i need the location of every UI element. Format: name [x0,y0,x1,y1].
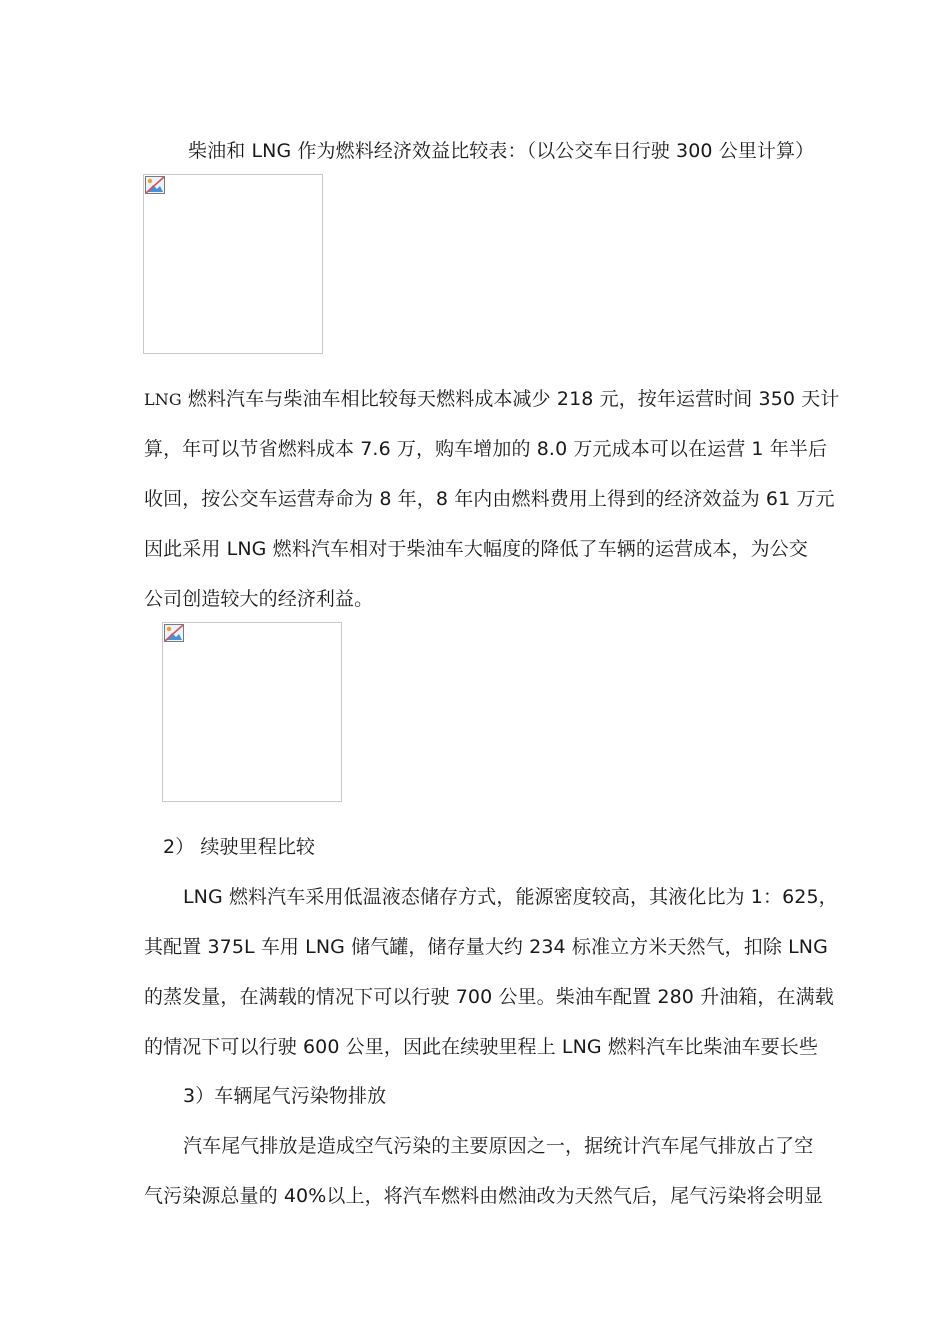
paragraph-1-line-1-text: 燃料汽车与柴油车相比较每天燃料成本减少 218 元，按年运营时间 350 天计 [181,388,840,410]
broken-image-2 [162,622,342,802]
section-3-line-2: 气污染源总量的 40%以上，将汽车燃料由燃油改为天然气后，尾气污染将会明显 [144,1185,823,1207]
broken-image-icon [145,176,165,194]
broken-image-icon [164,624,184,642]
paragraph-1-line-1 [144,384,840,415]
section-2-line-3: 的蒸发量，在满载的情况下可以行驶 700 公里。柴油车配置 280 升油箱，在满载 [144,986,834,1008]
section-3-line-1: 汽车尾气排放是造成空气污染的主要原因之一，据统计汽车尾气排放占了空 [183,1135,814,1157]
paragraph-1-line-4: 因此采用 LNG 燃料汽车相对于柴油车大幅度的降低了车辆的运营成本，为公交 [144,538,808,560]
section-2-line-4: 的情况下可以行驶 600 公里，因此在续驶里程上 LNG 燃料汽车比柴油车要长些 [144,1036,818,1058]
section-2-line-2: 其配置 375L 车用 LNG 储气罐，储存量大约 234 标准立方米天然气，扣除 LNG [144,936,828,958]
table-title: 柴油和 LNG 作为燃料经济效益比较表：（以公交车日行驶 300 公里计算） [188,140,815,162]
paragraph-1-line-2: 算，年可以节省燃料成本 7.6 万，购车增加的 8.0 万元成本可以在运营 1 年半后 [144,438,828,460]
paragraph-1-line-3: 收回，按公交车运营寿命为 8 年，8 年内由燃料费用上得到的经济效益为 61 万元 [144,488,835,510]
section-3-heading: 3）车辆尾气污染物排放 [183,1085,387,1107]
section-2-heading: 2） 续驶里程比较 [163,836,316,858]
section-2-line-1: LNG 燃料汽车采用低温液态储存方式，能源密度较高，其液化比为 1：625， [183,886,838,908]
lng-prefix: LNG [144,390,182,409]
paragraph-1-line-5: 公司创造较大的经济利益。 [144,588,374,610]
broken-image-1 [143,174,323,354]
